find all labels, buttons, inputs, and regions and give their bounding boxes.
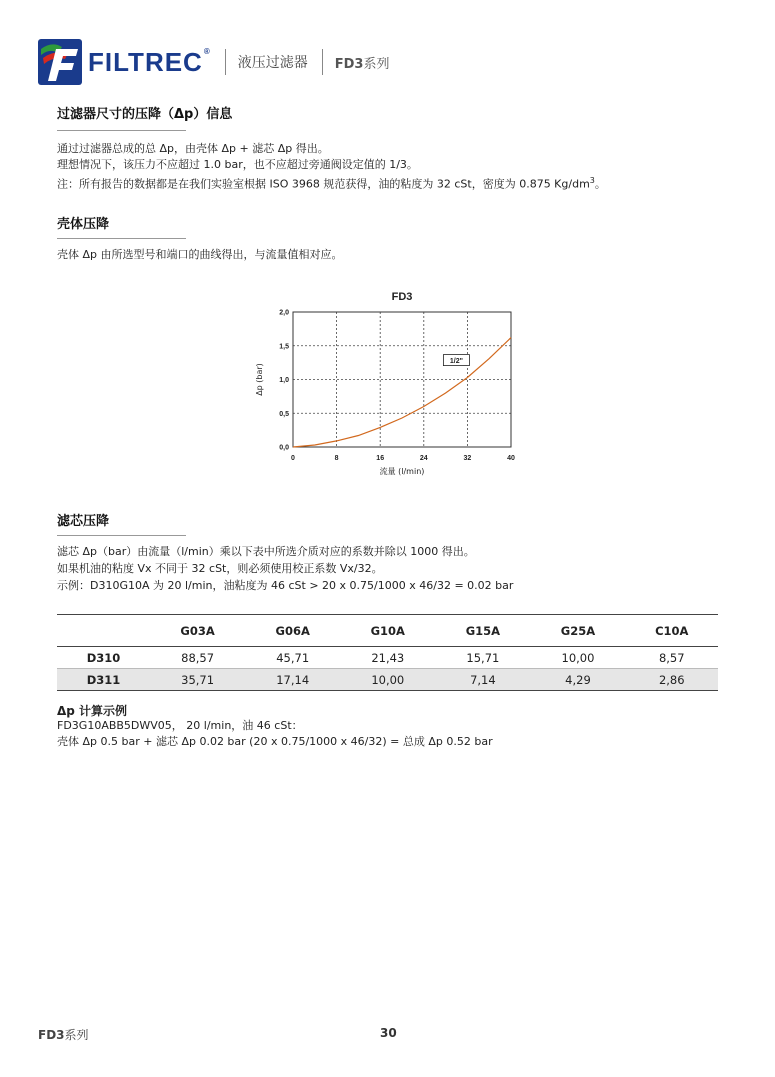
table-cell: 10,00: [530, 647, 625, 669]
housing-pressure-drop-chart: [240, 285, 540, 490]
y-axis-label: Δp (bar): [255, 363, 264, 396]
table-row: [57, 647, 718, 669]
section-title-element: 滤芯压降: [57, 514, 110, 529]
section-underline: [57, 535, 186, 536]
table-header-cell: G15A: [435, 615, 530, 647]
table-header-cell: G03A: [150, 615, 245, 647]
y-tick-label: 2,0: [279, 309, 289, 317]
example-title: Δp 计算示例: [57, 704, 128, 718]
brand-name: FILTREC®: [88, 46, 211, 77]
table-cell: 8,57: [626, 647, 718, 669]
page-header: [38, 38, 389, 86]
table-cell: 4,29: [530, 669, 625, 691]
x-axis-label: 流量 (l/min): [379, 467, 425, 476]
section-title-pressure-drop: 过滤器尺寸的压降（Δp）信息: [57, 107, 233, 122]
table-row: [57, 669, 718, 691]
x-tick-label: 8: [334, 455, 339, 462]
table-header-row: [57, 615, 718, 647]
y-tick-label: 0,5: [279, 410, 289, 418]
coefficient-table: [57, 614, 718, 691]
table-header-cell: [57, 615, 150, 647]
header-divider: [225, 49, 226, 75]
example-text: FD3G10ABB5DWV05， 20 l/min，油 46 cSt： 壳体 Δp 0.5 bar + 滤芯 Δp 0.02 bar (20 x 0.75/1000 x 46/32) = 总成 Δp 0.52 bar: [57, 719, 493, 748]
table-row-label: D311: [57, 669, 150, 691]
x-tick-label: 16: [376, 455, 385, 462]
chart-title: FD3: [391, 291, 413, 303]
y-tick-label: 0,0: [279, 444, 289, 452]
element-text: 滤芯 Δp（bar）由流量（l/min）乘以下表中所选介质对应的系数并除以 1000 得出。 如果机油的粘度 Vx 不同于 32 cSt，则必须使用校正系数 Vx/32。 示例：D310G10A 为 20 l/min，油粘度为 46 cSt > 20 x 0.75/1000 x 46/32 = 0.02 bar: [57, 545, 514, 592]
table-cell: 7,14: [435, 669, 530, 691]
y-tick-label: 1,5: [279, 343, 289, 351]
table-cell: 15,71: [435, 647, 530, 669]
header-divider: [322, 49, 323, 75]
table-cell: 10,00: [340, 669, 435, 691]
table-header-cell: G06A: [245, 615, 340, 647]
x-tick-label: 24: [419, 455, 428, 462]
section-underline: [57, 130, 186, 131]
table-header-cell: C10A: [626, 615, 718, 647]
series-line: [293, 338, 511, 447]
header-series: FD3系列: [334, 56, 390, 72]
page-number: 30: [380, 1026, 397, 1040]
x-tick-label: 40: [507, 455, 515, 462]
table-row-label: D310: [57, 647, 150, 669]
x-tick-label: 32: [463, 455, 472, 462]
pressure-drop-text: 通过过滤器总成的总 Δp，由壳体 Δp + 滤芯 Δp 得出。 理想情况下，该压力不应超过 1.0 bar，也不应超过旁通阀设定值的 1/3。 注：所有报告的数据都是在我们实验室根据 ISO 3968 规范获得，油的粘度为 32 cSt，密度为 0.875 $Kg/dm^3$。: [57, 142, 606, 191]
series-label: 1/2": [449, 358, 463, 366]
table-header-cell: G25A: [530, 615, 625, 647]
table-cell: 17,14: [245, 669, 340, 691]
section-title-housing: 壳体压降: [57, 217, 110, 232]
table-cell: 35,71: [150, 669, 245, 691]
table-cell: 88,57: [150, 647, 245, 669]
x-tick-label: 0: [291, 455, 295, 462]
header-category: 液压过滤器: [237, 55, 308, 71]
filtrec-logo-icon: [38, 39, 82, 85]
table-cell: 2,86: [626, 669, 718, 691]
table-header-cell: G10A: [340, 615, 435, 647]
housing-text: 壳体 Δp 由所选型号和端口的曲线得出，与流量值相对应。: [57, 248, 343, 261]
section-underline: [57, 238, 186, 239]
table-cell: 45,71: [245, 647, 340, 669]
footer-series: FD3系列: [38, 1028, 89, 1042]
y-tick-label: 1,0: [279, 377, 289, 384]
table-cell: 21,43: [340, 647, 435, 669]
